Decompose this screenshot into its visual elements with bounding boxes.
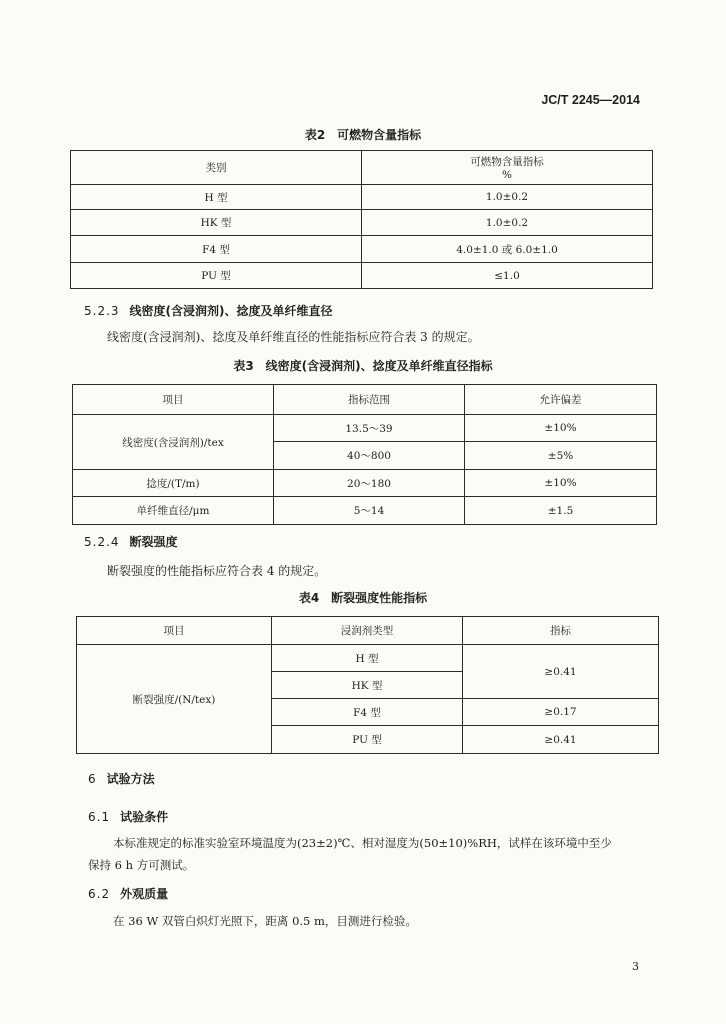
section-6-1-heading — [88, 808, 168, 825]
section-number: 5.2.4 — [84, 535, 120, 549]
section-title: 断裂强度 — [129, 535, 178, 549]
table3-cell-tolerance: ±10% — [465, 415, 657, 442]
table4-cell-value: ≥0.17 — [463, 699, 659, 726]
section-6-1-body-line1: 本标准规定的标准实验室环境温度为(23±2)℃、相对湿度为(50±10)%RH，试样在该环境中至少 — [113, 836, 612, 850]
section-title: 外观质量 — [120, 887, 169, 901]
table3-cell-tolerance: ±10% — [465, 470, 657, 497]
section-6-heading — [88, 770, 155, 787]
table2-cell-category: H 型 — [71, 185, 362, 210]
section-number: 6.1 — [88, 810, 111, 824]
table3-cell-tolerance: ±5% — [465, 442, 657, 470]
table3-cell-range: 13.5～39 — [274, 415, 465, 442]
table3-cell-item: 线密度(含浸润剂)/tex — [73, 415, 274, 470]
table2-header-value-unit: % — [502, 169, 512, 181]
table4-cell-value: ≥0.41 — [463, 645, 659, 699]
section-number: 5.2.3 — [84, 304, 120, 318]
table3-header-tolerance: 允许偏差 — [465, 385, 657, 415]
table4-cell-type: H 型 — [272, 645, 463, 672]
table2-cell-category: HK 型 — [71, 210, 362, 236]
table-row — [71, 236, 653, 263]
table3-cell-range: 5～14 — [274, 497, 465, 525]
table-row — [77, 645, 659, 672]
section-number: 6 — [88, 772, 97, 786]
table-row — [71, 263, 653, 289]
table-row — [71, 210, 653, 236]
table2-header-value-label: 可燃物含量指标 — [470, 156, 544, 168]
table3-cell-range: 40～800 — [274, 442, 465, 470]
table2 — [70, 150, 653, 289]
table4-header-item: 项目 — [77, 617, 272, 645]
section-title: 试验方法 — [106, 772, 155, 786]
table4-cell-value: ≥0.41 — [463, 726, 659, 754]
table-row — [71, 185, 653, 210]
standard-code: JC/T 2245—2014 — [541, 93, 640, 107]
table4-header-row — [77, 617, 659, 645]
table-row — [73, 470, 657, 497]
table4-cell-type: F4 型 — [272, 699, 463, 726]
table4-header-value: 指标 — [463, 617, 659, 645]
table4 — [76, 616, 659, 754]
table-row — [73, 497, 657, 525]
table2-cell-value: ≤1.0 — [362, 263, 653, 289]
table2-cell-category: PU 型 — [71, 263, 362, 289]
table2-cell-value: 1.0±0.2 — [362, 185, 653, 210]
table4-cell-type: HK 型 — [272, 672, 463, 699]
table-row — [73, 415, 657, 442]
table3-header-row — [73, 385, 657, 415]
section-5-2-4-heading — [84, 533, 178, 550]
section-6-2-heading — [88, 885, 168, 902]
section-5-2-4-body: 断裂强度的性能指标应符合表 4 的规定。 — [107, 564, 327, 578]
table3-header-item: 项目 — [73, 385, 274, 415]
table2-header-row — [71, 151, 653, 185]
table3-cell-item: 捻度/(T/m) — [73, 470, 274, 497]
table2-caption: 表2 可燃物含量指标 — [304, 128, 422, 142]
section-5-2-3-body: 线密度(含浸润剂)、捻度及单纤维直径的性能指标应符合表 3 的规定。 — [107, 330, 480, 344]
table3-cell-item: 单纤维直径/μm — [73, 497, 274, 525]
table2-header-category: 类别 — [71, 151, 362, 185]
section-title: 试验条件 — [120, 810, 169, 824]
section-6-2-body: 在 36 W 双管白炽灯光照下，距离 0.5 m，目测进行检验。 — [113, 914, 417, 928]
table3 — [72, 384, 657, 525]
table2-cell-value: 4.0±1.0 或 6.0±1.0 — [362, 236, 653, 263]
table3-cell-range: 20～180 — [274, 470, 465, 497]
table2-header-value — [362, 151, 653, 185]
section-title: 线密度(含浸润剂)、捻度及单纤维直径 — [129, 304, 333, 318]
table4-header-type: 浸润剂类型 — [272, 617, 463, 645]
table3-caption: 表3 线密度(含浸润剂)、捻度及单纤维直径指标 — [233, 359, 493, 373]
table3-header-range: 指标范围 — [274, 385, 465, 415]
table4-cell-item: 断裂强度/(N/tex) — [77, 645, 272, 754]
section-5-2-3-heading — [84, 302, 333, 319]
section-number: 6.2 — [88, 887, 111, 901]
table4-cell-type: PU 型 — [272, 726, 463, 754]
table3-cell-tolerance: ±1.5 — [465, 497, 657, 525]
table2-cell-category: F4 型 — [71, 236, 362, 263]
table2-cell-value: 1.0±0.2 — [362, 210, 653, 236]
section-6-1-body-line2: 保持 6 h 方可测试。 — [88, 858, 195, 872]
table4-caption: 表4 断裂强度性能指标 — [298, 591, 428, 605]
page-number: 3 — [632, 960, 639, 973]
